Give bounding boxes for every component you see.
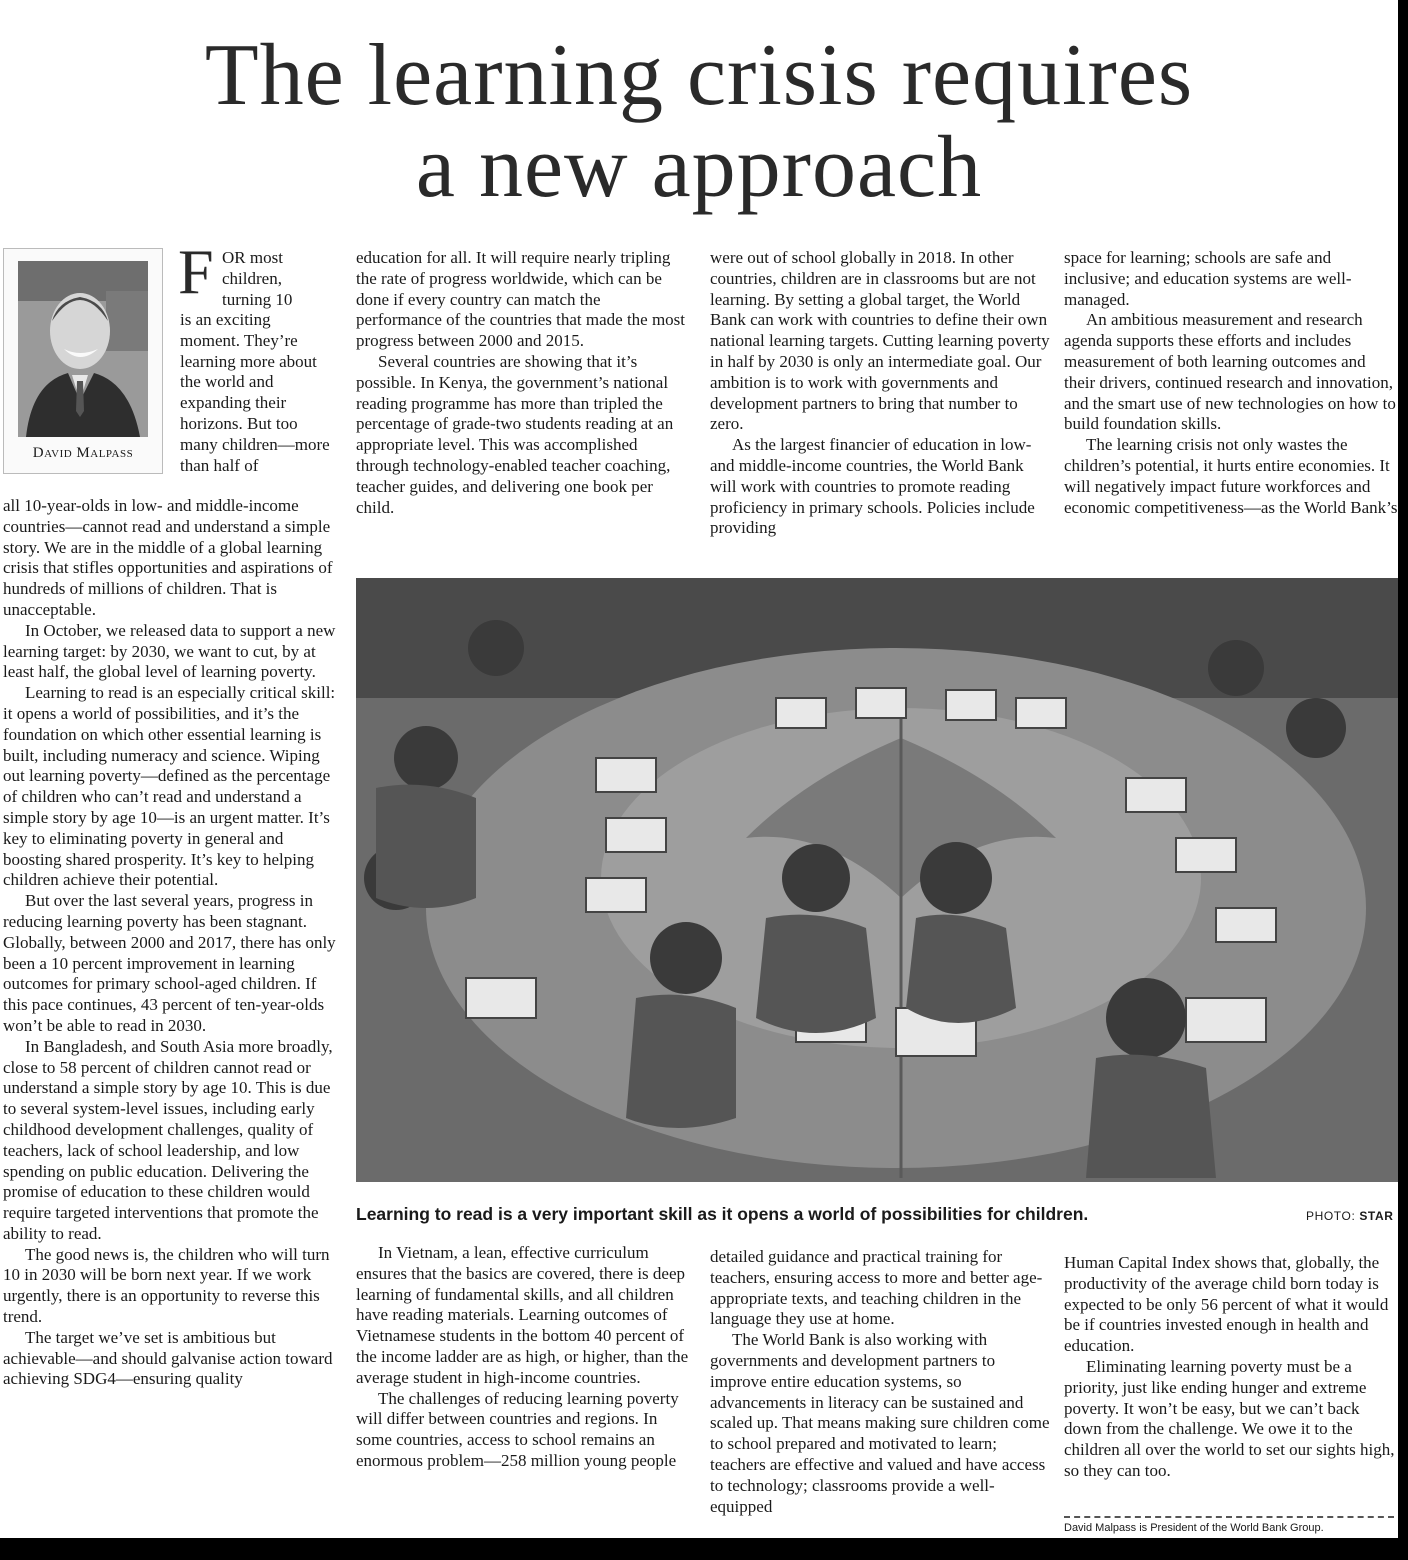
- author-box: [3, 248, 163, 474]
- classroom-photo-illustration: [356, 578, 1398, 1182]
- paragraph: As the largest financier of education in low- and middle-income countries, the World Bank will work with countries to promote reading proficiency in primary schools. Policies include providing: [710, 435, 1035, 538]
- photo-credit-source: STAR: [1359, 1209, 1394, 1223]
- paragraph: Learning to read is an especially critical skill: it opens a world of possibilities, and it’s the foundation on which other essential learning is built, including numeracy and science. Wiping out learning poverty—defined as the percentage of children who can’t read and understand a simple story by age 10—is an urgent matter. It’s key to eliminating poverty in general and boosting shared prosperity. It’s key to helping children achieve their potential.: [3, 683, 336, 890]
- column-2-bottom: [356, 1243, 692, 1472]
- paragraph: In Vietnam, a lean, effective curriculum ensures that the basics are covered, there is deep learning of fundamental skills, and all children have reading materials. Learning outcomes of Vietnamese students in the bottom 40 percent of the income ladder are as high, or higher, than the average student in high-income countries.: [356, 1243, 689, 1387]
- drop-cap: F: [178, 236, 214, 307]
- column-3-bottom: [710, 1247, 1050, 1517]
- paragraph: The target we’ve set is ambitious but achievable—and should galvanise action toward achieving SDG4—ensuring quality: [3, 1327, 333, 1389]
- photo-credit-label: PHOTO:: [1306, 1209, 1356, 1223]
- paragraph: Human Capital Index shows that, globally, the productivity of the average child born today is expected to be only 56 percent of what it would be if countries invested enough in health and education.: [1064, 1253, 1389, 1356]
- paragraph: In Bangladesh, and South Asia more broadly, close to 58 percent of children cannot read or understand a simple story by age 10. This is due to several system-level issues, including early childhood development challenges, quality of teachers, lack of school leadership, and low spending on public education. Delivering the promise of education to these children would require targeted interventions that promote the ability to read.: [3, 1036, 333, 1243]
- paragraph: all 10-year-olds in low- and middle-income countries—cannot read and understand a simple story. We are in the middle of a global learning crisis that stifles opportunities and aspirations of hundreds of millions of children. That is unacceptable.: [3, 496, 333, 619]
- headline: [0, 27, 1398, 216]
- page-edge-right: [1398, 0, 1408, 1560]
- author-portrait-photo: [18, 261, 148, 437]
- paragraph: An ambitious measurement and research agenda supports these efforts and includes measurement of both learning outcomes and their drivers, continued research and innovation, and the smart use of new technologies on how to build foundation skills.: [1064, 310, 1396, 434]
- author-note: David Malpass is President of the World Bank Group.: [1064, 1522, 1324, 1534]
- paragraph: Several countries are showing that it’s possible. In Kenya, the government’s national reading programme has more than tripled the percentage of grade-two students reading at an appropriate level. This was accomplished through technology-enabled teacher coaching, teacher guides, and delivering one book per child.: [356, 351, 674, 517]
- author-name: David Malpass: [32, 445, 134, 461]
- page-edge-bottom: [0, 1538, 1408, 1560]
- column-4-top: [1064, 248, 1398, 518]
- paragraph: were out of school globally in 2018. In other countries, children are in classrooms but are not learning. By setting a global target, the World Bank can work with countries to define their own national learning targets. Cutting learning poverty in half by 2030 is only an intermediate goal. Our ambition is to work with governments and development partners to bring that number to zero.: [710, 248, 1050, 434]
- column-1: [3, 496, 337, 1390]
- photo-credit: [1306, 1209, 1398, 1223]
- paragraph: Eliminating learning poverty must be a priority, just like ending hunger and extreme poverty. It won’t be easy, but we can’t back down from the challenge. We owe it to the children all over the world to set our sights high, so they can too.: [1064, 1356, 1395, 1480]
- paragraph: The World Bank is also working with governments and development partners to improve entire education systems, so advancements in literacy can be sustained and scaled up. That means making sure children come to school prepared and motivated to learn; teachers are effective and valued and have access to technology; classrooms provide a well-equipped: [710, 1330, 1050, 1516]
- paragraph: But over the last several years, progress in reducing learning poverty has been stagnant. Globally, between 2000 and 2017, there has only been a 10 percent improvement in learning outcomes for primary school-aged children. If this pace continues, 43 percent of ten-year-olds won’t be able to read in 2030.: [3, 891, 336, 1035]
- paragraph: In October, we released data to support a new learning target: by 2030, we want to cut, by at least half, the global level of learning poverty.: [3, 620, 336, 682]
- intro-beside-cap: OR most children, turning 10: [222, 248, 293, 309]
- paragraph: The challenges of reducing learning poverty will differ between countries and regions. In some countries, access to school remains an enormous problem—258 million young people: [356, 1388, 679, 1470]
- headline-line-1: The learning crisis requires: [204, 27, 1194, 124]
- headline-line-2: a new approach: [415, 119, 983, 216]
- column-4-bottom: [1064, 1253, 1398, 1482]
- photo-caption: Learning to read is a very important skill as it opens a world of possibilities for children.: [356, 1204, 1089, 1224]
- paragraph: The good news is, the children who will turn 10 in 2030 will be born next year. If we work urgently, there is an opportunity to reverse this trend.: [3, 1244, 330, 1327]
- column-3-top: [710, 248, 1050, 539]
- paragraph: education for all. It will require nearly tripling the rate of progress worldwide, which can be done if every country can match the performance of the countries that made the most progress between 2000 and 2015.: [356, 248, 686, 351]
- paragraph: space for learning; schools are safe and inclusive; and education systems are well-managed.: [1064, 248, 1352, 309]
- column-2-top: [356, 248, 686, 518]
- article-photo: [356, 578, 1398, 1182]
- intro-beside-photo: is an exciting moment. They’re learning more about the world and expanding their horizons. But too many children—more than half of: [180, 310, 330, 475]
- paragraph: The learning crisis not only wastes the children’s potential, it hurts entire economies. It will negatively impact future workforces and economic competitiveness—as the World Bank’s: [1064, 435, 1398, 517]
- paragraph: detailed guidance and practical training for teachers, ensuring access to more and better age-appropriate texts, and teaching children in the language they use at home.: [710, 1247, 1043, 1329]
- author-note-divider: [1064, 1516, 1394, 1518]
